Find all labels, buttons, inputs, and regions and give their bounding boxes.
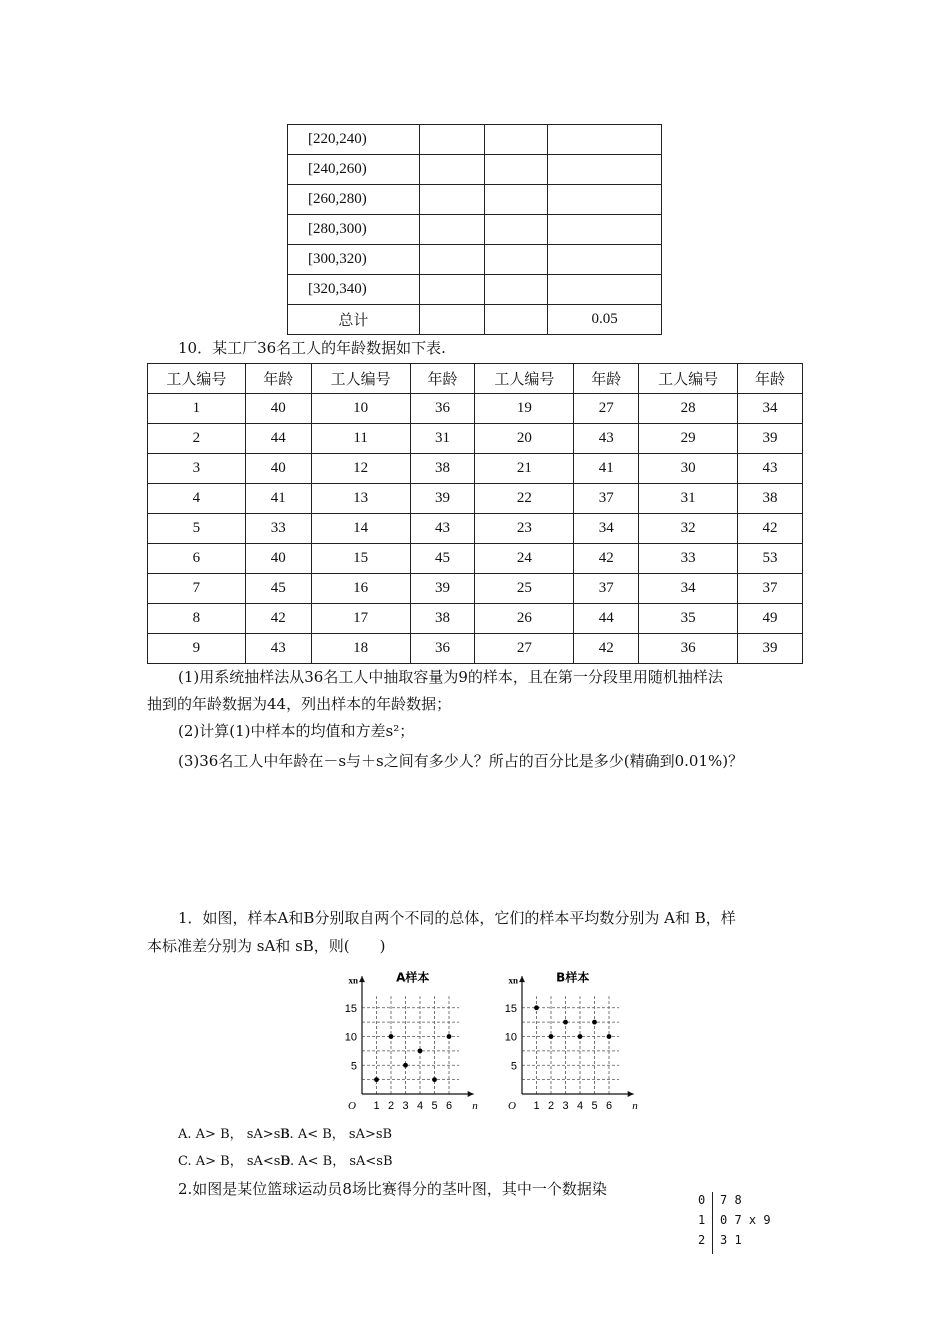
table-cell: 37 bbox=[574, 484, 639, 514]
chart-title: A样本 bbox=[396, 970, 430, 985]
table-header-row bbox=[148, 364, 803, 394]
y-axis-label: xn bbox=[508, 975, 518, 986]
q1-option-c: C. A> B， sA<sB bbox=[178, 1154, 291, 1169]
table-cell bbox=[484, 245, 548, 275]
data-point bbox=[447, 1034, 452, 1039]
leaf-values: 0 7 x 9 bbox=[720, 1213, 771, 1227]
table-cell: 49 bbox=[738, 604, 803, 634]
table-row bbox=[148, 574, 803, 604]
x-axis-arrow bbox=[468, 1091, 474, 1097]
table-cell: 36 bbox=[410, 634, 475, 664]
table-cell: 10 bbox=[311, 394, 410, 424]
table-row bbox=[148, 394, 803, 424]
y-tick-label: 5 bbox=[510, 1060, 517, 1073]
table-cell: 39 bbox=[410, 574, 475, 604]
table-cell: 40 bbox=[245, 394, 311, 424]
table-cell: 4 bbox=[148, 484, 246, 514]
y-tick-label: 5 bbox=[350, 1060, 357, 1073]
y-tick-label: 15 bbox=[504, 1002, 517, 1015]
table-cell: 30 bbox=[639, 454, 738, 484]
table-cell: 23 bbox=[475, 514, 574, 544]
data-point bbox=[534, 1005, 539, 1010]
column-header: 年龄 bbox=[245, 364, 311, 394]
table-cell: 32 bbox=[639, 514, 738, 544]
table-cell: 34 bbox=[574, 514, 639, 544]
table-cell: 42 bbox=[245, 604, 311, 634]
table-row bbox=[288, 305, 662, 335]
table-cell: [280,300) bbox=[288, 215, 420, 245]
table-row bbox=[288, 185, 662, 215]
table-cell bbox=[548, 125, 662, 155]
table-cell: 53 bbox=[738, 544, 803, 574]
table-cell: 45 bbox=[245, 574, 311, 604]
table-cell: 42 bbox=[738, 514, 803, 544]
table-cell: 42 bbox=[574, 544, 639, 574]
table-cell: 24 bbox=[475, 544, 574, 574]
data-point bbox=[374, 1077, 379, 1082]
table-cell: 5 bbox=[148, 514, 246, 544]
data-point bbox=[403, 1063, 408, 1068]
stem-leaf-divider bbox=[712, 1192, 713, 1254]
data-point bbox=[418, 1048, 423, 1053]
table-cell: 7 bbox=[148, 574, 246, 604]
q10-part3: (3)36名工人中年龄在－s与＋s之间有多少人？所占的百分比是多少(精确到0.01%)？ bbox=[178, 752, 744, 770]
table-row bbox=[148, 454, 803, 484]
table-cell: 总计 bbox=[288, 305, 420, 335]
table-cell: 33 bbox=[245, 514, 311, 544]
q1-option-a: A. A> B， sA>sB bbox=[178, 1127, 290, 1142]
table-row bbox=[148, 484, 803, 514]
table-cell: [320,340) bbox=[288, 275, 420, 305]
table-cell bbox=[419, 155, 484, 185]
table-cell: 39 bbox=[738, 634, 803, 664]
x-tick-label: 1 bbox=[533, 1100, 540, 1112]
table-row bbox=[288, 215, 662, 245]
y-tick-label: 15 bbox=[344, 1002, 357, 1015]
table-cell: 16 bbox=[311, 574, 410, 604]
table-cell bbox=[548, 185, 662, 215]
q10-part2: (2)计算(1)中样本的均值和方差s²； bbox=[178, 722, 415, 740]
table-cell: 6 bbox=[148, 544, 246, 574]
chart-title: B样本 bbox=[556, 970, 590, 985]
x-tick-label: 4 bbox=[576, 1100, 584, 1112]
q2-text: 2.如图是某位篮球运动员8场比赛得分的茎叶图，其中一个数据染 bbox=[178, 1180, 607, 1198]
table-cell bbox=[548, 275, 662, 305]
x-tick-label: 1 bbox=[373, 1100, 380, 1112]
data-point bbox=[578, 1034, 583, 1039]
table-cell: 31 bbox=[410, 424, 475, 454]
table-cell bbox=[419, 245, 484, 275]
chart-a bbox=[335, 963, 495, 1113]
q1-option-b: B. A< B， sA>sB bbox=[280, 1127, 393, 1142]
table-row bbox=[288, 125, 662, 155]
table-row bbox=[148, 424, 803, 454]
table-cell: 44 bbox=[574, 604, 639, 634]
table-cell: 8 bbox=[148, 604, 246, 634]
table-cell: 41 bbox=[574, 454, 639, 484]
data-point bbox=[607, 1034, 612, 1039]
x-tick-label: 6 bbox=[445, 1100, 453, 1112]
table-cell: 36 bbox=[639, 634, 738, 664]
table-cell: 38 bbox=[410, 604, 475, 634]
table-cell: 35 bbox=[639, 604, 738, 634]
table-cell: 43 bbox=[245, 634, 311, 664]
table-cell: [240,260) bbox=[288, 155, 420, 185]
table-cell: [300,320) bbox=[288, 245, 420, 275]
y-tick-label: 10 bbox=[344, 1031, 357, 1044]
table-cell bbox=[548, 155, 662, 185]
y-axis-arrow bbox=[519, 976, 525, 982]
data-point bbox=[563, 1020, 568, 1025]
table-row bbox=[288, 155, 662, 185]
table-cell bbox=[419, 125, 484, 155]
column-header: 工人编号 bbox=[475, 364, 574, 394]
table-cell: 26 bbox=[475, 604, 574, 634]
worker-age-table bbox=[147, 363, 803, 664]
table-cell: 43 bbox=[574, 424, 639, 454]
table-row bbox=[288, 275, 662, 305]
table-cell: 0.05 bbox=[548, 305, 662, 335]
x-tick-label: 3 bbox=[402, 1100, 409, 1112]
table-cell: 29 bbox=[639, 424, 738, 454]
table-row bbox=[148, 544, 803, 574]
column-header: 工人编号 bbox=[148, 364, 246, 394]
q10-part1-line1: (1)用系统抽样法从36名工人中抽取容量为9的样本，且在第一分段里用随机抽样法 bbox=[178, 668, 723, 686]
data-point bbox=[592, 1020, 597, 1025]
interval-table bbox=[287, 124, 662, 335]
column-header: 工人编号 bbox=[311, 364, 410, 394]
table-cell: 17 bbox=[311, 604, 410, 634]
table-cell: 31 bbox=[639, 484, 738, 514]
column-header: 年龄 bbox=[410, 364, 475, 394]
table-cell bbox=[548, 215, 662, 245]
leaf-values: 3 1 bbox=[720, 1233, 742, 1247]
chart-b bbox=[495, 963, 655, 1113]
x-axis-label: n bbox=[472, 1100, 478, 1112]
table-cell bbox=[419, 275, 484, 305]
origin-label: O bbox=[508, 1100, 516, 1112]
leaf-values: 7 8 bbox=[720, 1193, 742, 1207]
table-cell: 37 bbox=[738, 574, 803, 604]
table-cell bbox=[419, 215, 484, 245]
q1-option-d: D. A< B， sA<sB bbox=[280, 1154, 393, 1169]
table-cell: 15 bbox=[311, 544, 410, 574]
table-cell: [220,240) bbox=[288, 125, 420, 155]
table-cell: 9 bbox=[148, 634, 246, 664]
table-cell: 37 bbox=[574, 574, 639, 604]
q1-line1: 1．如图，样本A和B分别取自两个不同的总体，它们的样本平均数分别为 A和 B，样 bbox=[178, 909, 736, 927]
stem-value: 0 bbox=[698, 1193, 706, 1207]
table-cell: 36 bbox=[410, 394, 475, 424]
table-cell: 38 bbox=[738, 484, 803, 514]
stem-value: 1 bbox=[698, 1213, 706, 1227]
table-cell: 41 bbox=[245, 484, 311, 514]
x-tick-label: 5 bbox=[431, 1100, 438, 1112]
x-tick-label: 5 bbox=[591, 1100, 598, 1112]
x-tick-label: 4 bbox=[416, 1100, 424, 1112]
table-cell: 27 bbox=[574, 394, 639, 424]
table-cell: 19 bbox=[475, 394, 574, 424]
table-row bbox=[148, 634, 803, 664]
table-cell: 39 bbox=[738, 424, 803, 454]
table-cell: 34 bbox=[738, 394, 803, 424]
table-cell: 40 bbox=[245, 544, 311, 574]
data-point bbox=[389, 1034, 394, 1039]
column-header: 年龄 bbox=[738, 364, 803, 394]
table-cell bbox=[419, 305, 484, 335]
table-row bbox=[288, 245, 662, 275]
table-cell: 27 bbox=[475, 634, 574, 664]
table-cell bbox=[484, 305, 548, 335]
table-cell: 39 bbox=[410, 484, 475, 514]
table-cell bbox=[484, 215, 548, 245]
table-cell bbox=[484, 185, 548, 215]
column-header: 工人编号 bbox=[639, 364, 738, 394]
stem-value: 2 bbox=[698, 1233, 706, 1247]
table-cell: 44 bbox=[245, 424, 311, 454]
table-cell: 13 bbox=[311, 484, 410, 514]
table-row bbox=[148, 604, 803, 634]
table-cell: 25 bbox=[475, 574, 574, 604]
table-cell: [260,280) bbox=[288, 185, 420, 215]
stem-leaf-plot bbox=[698, 1192, 788, 1254]
table-cell: 11 bbox=[311, 424, 410, 454]
x-tick-label: 6 bbox=[605, 1100, 613, 1112]
table-cell: 28 bbox=[639, 394, 738, 424]
table-cell bbox=[484, 275, 548, 305]
table-cell: 43 bbox=[738, 454, 803, 484]
data-point bbox=[549, 1034, 554, 1039]
y-axis-label: xn bbox=[348, 975, 358, 986]
table-row bbox=[148, 514, 803, 544]
table-cell: 3 bbox=[148, 454, 246, 484]
x-axis-arrow bbox=[628, 1091, 634, 1097]
x-tick-label: 3 bbox=[562, 1100, 569, 1112]
table-cell: 20 bbox=[475, 424, 574, 454]
table-cell: 42 bbox=[574, 634, 639, 664]
table-cell: 38 bbox=[410, 454, 475, 484]
table-cell: 14 bbox=[311, 514, 410, 544]
origin-label: O bbox=[348, 1100, 356, 1112]
table-cell: 33 bbox=[639, 544, 738, 574]
table-cell: 12 bbox=[311, 454, 410, 484]
table-cell: 2 bbox=[148, 424, 246, 454]
table-cell: 1 bbox=[148, 394, 246, 424]
q10-intro: 10．某工厂36名工人的年龄数据如下表. bbox=[178, 339, 446, 357]
table-cell: 21 bbox=[475, 454, 574, 484]
table-cell: 40 bbox=[245, 454, 311, 484]
y-axis-arrow bbox=[359, 976, 365, 982]
table-cell: 18 bbox=[311, 634, 410, 664]
table-cell: 34 bbox=[639, 574, 738, 604]
column-header: 年龄 bbox=[574, 364, 639, 394]
q10-part1-line2: 抽到的年龄数据为44，列出样本的年龄数据； bbox=[147, 695, 452, 713]
y-tick-label: 10 bbox=[504, 1031, 517, 1044]
data-point bbox=[432, 1077, 437, 1082]
x-axis-label: n bbox=[632, 1100, 638, 1112]
table-cell: 45 bbox=[410, 544, 475, 574]
table-cell: 43 bbox=[410, 514, 475, 544]
table-cell bbox=[484, 155, 548, 185]
table-cell bbox=[484, 125, 548, 155]
q1-line2: 本标准差分别为 sA和 sB，则( ) bbox=[147, 937, 386, 955]
x-tick-label: 2 bbox=[547, 1100, 555, 1112]
table-cell: 22 bbox=[475, 484, 574, 514]
table-cell bbox=[419, 185, 484, 215]
x-tick-label: 2 bbox=[387, 1100, 395, 1112]
table-cell bbox=[548, 245, 662, 275]
